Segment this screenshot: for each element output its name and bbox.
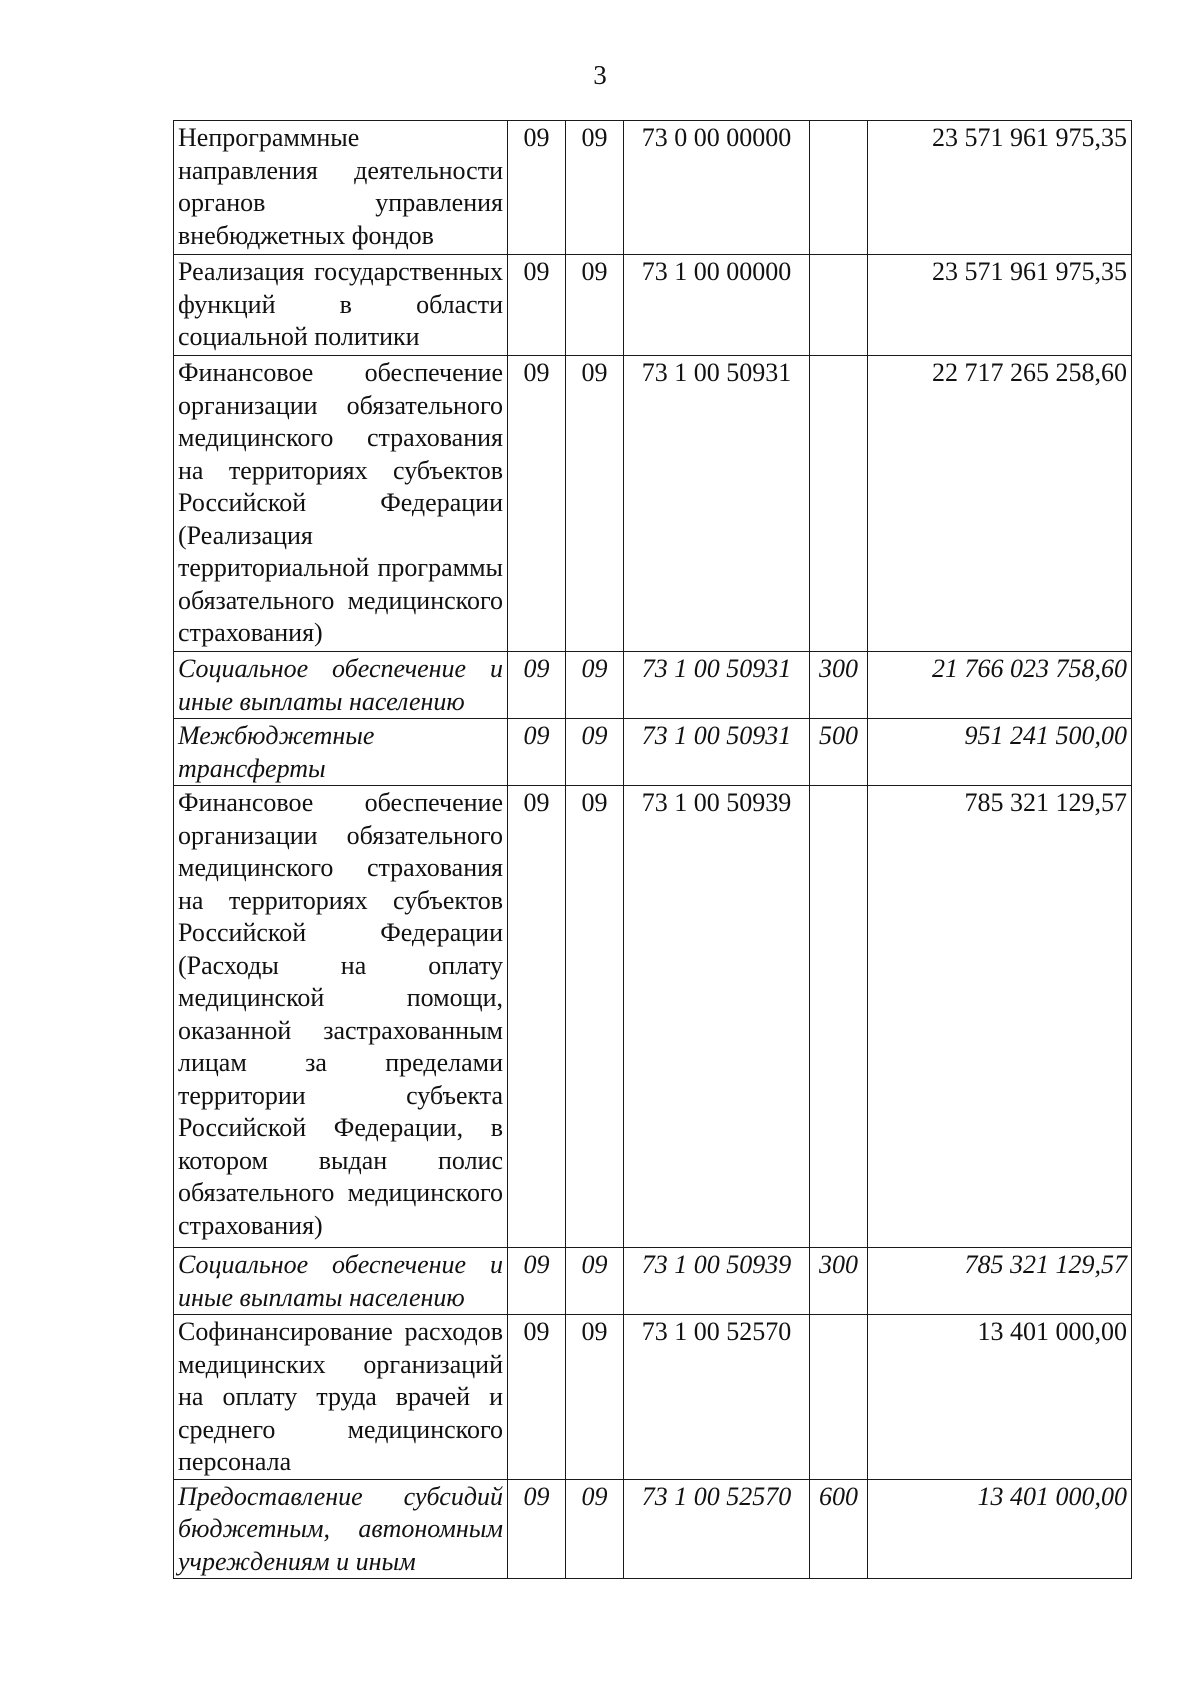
cell-target-article: 73 1 00 50931 (624, 719, 810, 786)
table-row (174, 1248, 1132, 1315)
table-row (174, 1315, 1132, 1480)
cell-section: 09 (508, 356, 566, 652)
table-row (174, 1479, 1132, 1579)
cell-target-article: 73 1 00 50939 (624, 1248, 810, 1315)
cell-expense-type: 500 (810, 719, 868, 786)
cell-name: Реализация государственных функций в области социальной политики (174, 255, 508, 356)
cell-target-article: 73 1 00 52570 (624, 1479, 810, 1579)
table-row (174, 121, 1132, 255)
cell-name: Непрограммные направления деятельности органов управления внебюджетных фондов (174, 121, 508, 255)
cell-amount: 13 401 000,00 (868, 1479, 1132, 1579)
cell-amount: 23 571 961 975,35 (868, 121, 1132, 255)
cell-name: Предоставление субсидий бюджетным, автономным учреждениям и иным (174, 1479, 508, 1579)
budget-table (173, 120, 1132, 1579)
cell-target-article: 73 1 00 50931 (624, 356, 810, 652)
cell-expense-type (810, 356, 868, 652)
cell-amount: 785 321 129,57 (868, 786, 1132, 1248)
cell-subsection: 09 (566, 1315, 624, 1480)
cell-amount: 23 571 961 975,35 (868, 255, 1132, 356)
cell-target-article: 73 1 00 50931 (624, 652, 810, 719)
cell-expense-type (810, 786, 868, 1248)
cell-amount: 21 766 023 758,60 (868, 652, 1132, 719)
cell-name: Финансовое обеспечение организации обязательного медицинского страхования на территориях субъектов Российской Федерации (Реализация территориальной программы обязательного медицинского страхования) (174, 356, 508, 652)
cell-subsection: 09 (566, 719, 624, 786)
cell-name: Социальное обеспечение и иные выплаты населению (174, 1248, 508, 1315)
cell-expense-type: 300 (810, 1248, 868, 1315)
cell-subsection: 09 (566, 121, 624, 255)
cell-name: Софинансирование расходов медицинских организаций на оплату труда врачей и среднего медицинского персонала (174, 1315, 508, 1480)
cell-subsection: 09 (566, 786, 624, 1248)
cell-section: 09 (508, 652, 566, 719)
cell-subsection: 09 (566, 1248, 624, 1315)
cell-section: 09 (508, 121, 566, 255)
cell-subsection: 09 (566, 356, 624, 652)
cell-target-article: 73 1 00 52570 (624, 1315, 810, 1480)
cell-section: 09 (508, 719, 566, 786)
cell-section: 09 (508, 786, 566, 1248)
cell-section: 09 (508, 255, 566, 356)
cell-amount: 13 401 000,00 (868, 1315, 1132, 1480)
cell-subsection: 09 (566, 1479, 624, 1579)
cell-expense-type (810, 1315, 868, 1480)
cell-section: 09 (508, 1315, 566, 1480)
page-number: 3 (593, 60, 607, 90)
table-row (174, 719, 1132, 786)
cell-amount: 951 241 500,00 (868, 719, 1132, 786)
cell-section: 09 (508, 1248, 566, 1315)
cell-amount: 22 717 265 258,60 (868, 356, 1132, 652)
cell-expense-type (810, 255, 868, 356)
cell-expense-type (810, 121, 868, 255)
table-row (174, 356, 1132, 652)
cell-subsection: 09 (566, 652, 624, 719)
table-row (174, 786, 1132, 1248)
cell-name: Социальное обеспечение и иные выплаты населению (174, 652, 508, 719)
cell-amount: 785 321 129,57 (868, 1248, 1132, 1315)
cell-target-article: 73 1 00 50939 (624, 786, 810, 1248)
cell-name: Финансовое обеспечение организации обязательного медицинского страхования на территориях субъектов Российской Федерации (Расходы на оплату медицинской помощи, оказанной застрахованным лицам за пределами территории субъекта Российской Федерации, в котором выдан полис обязательного медицинского страхования) (174, 786, 508, 1248)
cell-expense-type: 600 (810, 1479, 868, 1579)
table-row (174, 255, 1132, 356)
cell-target-article: 73 1 00 00000 (624, 255, 810, 356)
cell-subsection: 09 (566, 255, 624, 356)
table-row (174, 652, 1132, 719)
cell-expense-type: 300 (810, 652, 868, 719)
cell-section: 09 (508, 1479, 566, 1579)
cell-target-article: 73 0 00 00000 (624, 121, 810, 255)
cell-name: Межбюджетные трансферты (174, 719, 508, 786)
